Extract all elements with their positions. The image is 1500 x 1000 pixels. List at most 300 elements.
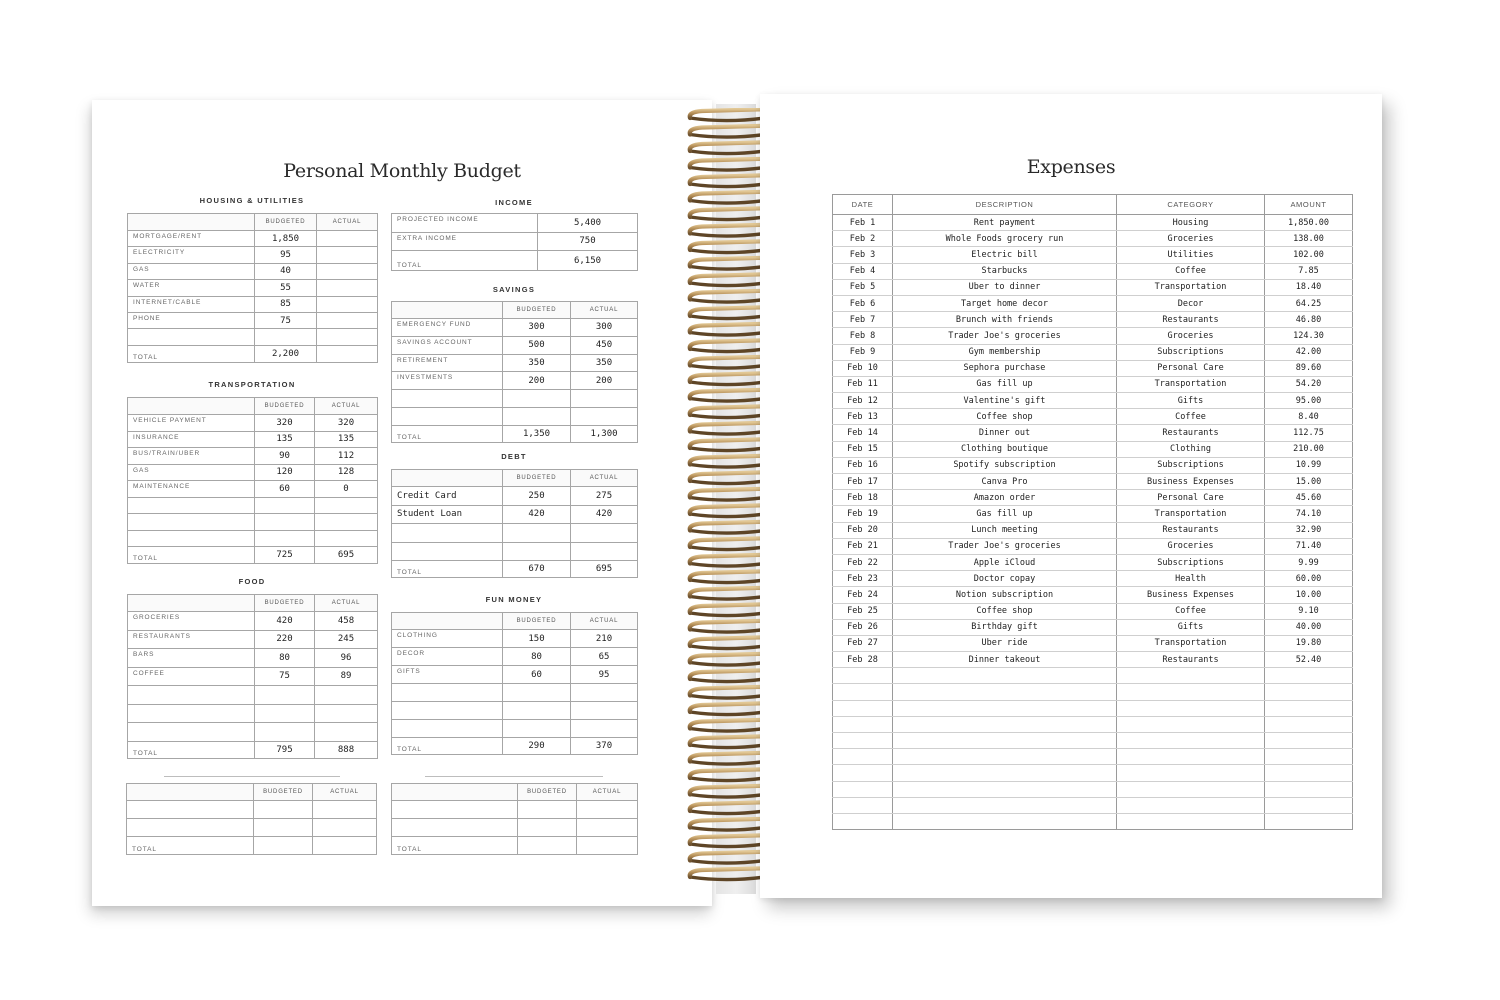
row-actual [317, 263, 378, 279]
header-blank [128, 595, 255, 612]
table-row [128, 497, 378, 514]
row-budgeted [255, 530, 315, 547]
row-actual: 112 [315, 448, 378, 465]
table-row [392, 214, 638, 233]
table-row [128, 686, 378, 705]
expense-date: Feb 21 [833, 538, 893, 554]
row-label: GIFTS [392, 666, 503, 684]
expense-date [833, 813, 893, 829]
total-value: 6,150 [538, 251, 638, 271]
expense-category [1117, 813, 1265, 829]
expense-date [833, 749, 893, 765]
expense-description: Sephora purchase [893, 360, 1117, 376]
row-label: GAS [128, 464, 255, 481]
row-budgeted: 80 [503, 648, 571, 666]
row-label: WATER [128, 280, 255, 296]
row-actual: 300 [571, 319, 638, 337]
fun-money-title: FUN MONEY [485, 595, 543, 604]
expense-amount: 40.00 [1265, 619, 1353, 635]
expense-category: Housing [1117, 215, 1265, 231]
table-row [392, 505, 638, 524]
expense-category: Business Expenses [1117, 474, 1265, 490]
total-label: TOTAL [392, 738, 503, 755]
row-label: ELECTRICITY [128, 247, 255, 263]
table-row [833, 571, 1353, 587]
expense-amount: 18.40 [1265, 279, 1353, 295]
expense-amount: 71.40 [1265, 538, 1353, 554]
expense-category: Subscriptions [1117, 457, 1265, 473]
expense-amount [1265, 749, 1353, 765]
expense-date: Feb 17 [833, 474, 893, 490]
expense-date: Feb 22 [833, 554, 893, 570]
total-label: TOTAL [392, 425, 503, 442]
expense-description: Dinner takeout [893, 652, 1117, 668]
expense-category: Restaurants [1117, 652, 1265, 668]
row-actual [317, 247, 378, 263]
expense-category: Transportation [1117, 635, 1265, 651]
row-label [128, 497, 255, 514]
row-actual: 245 [315, 630, 378, 649]
expense-date [833, 781, 893, 797]
expense-date [833, 765, 893, 781]
row-budgeted: 75 [255, 667, 315, 686]
row-label: MORTGAGE/RENT [128, 231, 255, 247]
row-actual: 320 [315, 415, 378, 432]
expense-date: Feb 25 [833, 603, 893, 619]
row-actual: 350 [571, 354, 638, 372]
debt-table [391, 469, 638, 578]
table-row [392, 542, 638, 561]
expense-category: Health [1117, 571, 1265, 587]
header-actual: ACTUAL [313, 784, 377, 801]
table-row [392, 702, 638, 720]
header-budgeted: BUDGETED [254, 784, 313, 801]
expense-date: Feb 16 [833, 457, 893, 473]
blank-cell [577, 801, 638, 819]
expense-date [833, 733, 893, 749]
table-row [833, 328, 1353, 344]
expense-date: Feb 7 [833, 312, 893, 328]
expense-description: Coffee shop [893, 409, 1117, 425]
row-budgeted: 135 [255, 431, 315, 448]
table-row [128, 431, 378, 448]
table-row [128, 612, 378, 631]
expense-category: Groceries [1117, 328, 1265, 344]
expense-category: Coffee [1117, 263, 1265, 279]
expense-date: Feb 10 [833, 360, 893, 376]
expense-date: Feb 5 [833, 279, 893, 295]
housing-rows [128, 231, 378, 346]
expense-date [833, 797, 893, 813]
row-label: Credit Card [392, 487, 503, 506]
table-row [833, 295, 1353, 311]
row-actual [571, 542, 638, 561]
row-actual: 96 [315, 649, 378, 668]
header-blank [392, 784, 518, 801]
table-row [833, 231, 1353, 247]
expense-amount [1265, 716, 1353, 732]
header-budgeted: BUDGETED [255, 398, 315, 415]
expense-description: Valentine's gift [893, 393, 1117, 409]
expense-amount: 8.40 [1265, 409, 1353, 425]
expense-description: Birthday gift [893, 619, 1117, 635]
row-actual [571, 684, 638, 702]
expense-category: Restaurants [1117, 522, 1265, 538]
expense-date: Feb 1 [833, 215, 893, 231]
row-actual [317, 231, 378, 247]
row-actual [571, 390, 638, 408]
table-row [128, 329, 378, 345]
header-budgeted: BUDGETED [518, 784, 577, 801]
table-row [833, 376, 1353, 392]
table-row [392, 720, 638, 738]
expense-date [833, 684, 893, 700]
expense-amount: 138.00 [1265, 231, 1353, 247]
expense-date: Feb 11 [833, 376, 893, 392]
expense-description: Spotify subscription [893, 457, 1117, 473]
expense-description [893, 716, 1117, 732]
row-actual: 128 [315, 464, 378, 481]
header-blank [128, 214, 255, 231]
row-actual [315, 530, 378, 547]
expense-amount: 1,850.00 [1265, 215, 1353, 231]
header-actual: ACTUAL [571, 302, 638, 319]
row-label: EMERGENCY FUND [392, 319, 503, 337]
expense-description: Target home decor [893, 295, 1117, 311]
total-budgeted: 290 [503, 738, 571, 755]
row-budgeted: 60 [503, 666, 571, 684]
header-blank [392, 470, 503, 487]
expense-description: Lunch meeting [893, 522, 1117, 538]
expense-amount: 112.75 [1265, 425, 1353, 441]
row-label [128, 530, 255, 547]
expense-category: Groceries [1117, 538, 1265, 554]
table-row [128, 481, 378, 498]
row-budgeted: 300 [503, 319, 571, 337]
row-budgeted [255, 686, 315, 705]
row-budgeted: 85 [255, 296, 317, 312]
expense-date: Feb 4 [833, 263, 893, 279]
header-budgeted: BUDGETED [503, 470, 571, 487]
expense-category: Personal Care [1117, 360, 1265, 376]
expense-category [1117, 700, 1265, 716]
table-row [128, 263, 378, 279]
expense-amount [1265, 765, 1353, 781]
expense-description: Amazon order [893, 490, 1117, 506]
row-budgeted: 200 [503, 372, 571, 390]
expense-date [833, 716, 893, 732]
expense-amount: 60.00 [1265, 571, 1353, 587]
header-date: DATE [833, 195, 893, 215]
row-actual [315, 686, 378, 705]
table-row [833, 538, 1353, 554]
expense-date: Feb 14 [833, 425, 893, 441]
total-budgeted: 795 [255, 741, 315, 758]
row-label: DECOR [392, 648, 503, 666]
table-row [128, 312, 378, 328]
expense-category [1117, 684, 1265, 700]
header-blank [128, 398, 255, 415]
row-budgeted: 320 [255, 415, 315, 432]
table-row [833, 700, 1353, 716]
expense-amount: 89.60 [1265, 360, 1353, 376]
table-row [128, 415, 378, 432]
transportation-table [127, 397, 378, 564]
food-table [127, 594, 378, 759]
row-value: 750 [538, 232, 638, 251]
total-budgeted: 670 [503, 561, 571, 578]
expense-description: Gym membership [893, 344, 1117, 360]
row-actual [317, 329, 378, 345]
row-label: GAS [128, 263, 255, 279]
expense-category [1117, 749, 1265, 765]
expense-category: Business Expenses [1117, 587, 1265, 603]
row-budgeted [503, 702, 571, 720]
expense-description [893, 700, 1117, 716]
expense-date: Feb 19 [833, 506, 893, 522]
row-actual [315, 514, 378, 531]
header-budgeted: BUDGETED [255, 214, 317, 231]
row-budgeted: 60 [255, 481, 315, 498]
row-label: COFFEE [128, 667, 255, 686]
row-actual [317, 312, 378, 328]
table-row [392, 524, 638, 543]
row-label: GROCERIES [128, 612, 255, 631]
row-budgeted: 80 [255, 649, 315, 668]
row-label [392, 407, 503, 425]
blank-cell [577, 819, 638, 837]
expense-date: Feb 27 [833, 635, 893, 651]
total-actual: 370 [571, 738, 638, 755]
table-row [392, 319, 638, 337]
total-budgeted: 2,200 [255, 345, 317, 362]
expense-amount: 95.00 [1265, 393, 1353, 409]
header-actual: ACTUAL [571, 613, 638, 630]
row-budgeted: 150 [503, 630, 571, 648]
row-label: Student Loan [392, 505, 503, 524]
expense-description: Notion subscription [893, 587, 1117, 603]
blank-cell [392, 801, 518, 819]
row-budgeted [255, 497, 315, 514]
expense-amount: 102.00 [1265, 247, 1353, 263]
table-row [392, 354, 638, 372]
expense-category: Transportation [1117, 376, 1265, 392]
row-label: PHONE [128, 312, 255, 328]
row-label [128, 514, 255, 531]
table-row [833, 263, 1353, 279]
row-budgeted: 75 [255, 312, 317, 328]
expense-category: Transportation [1117, 279, 1265, 295]
row-budgeted: 250 [503, 487, 571, 506]
expense-description [893, 684, 1117, 700]
expense-category: Subscriptions [1117, 344, 1265, 360]
row-budgeted [503, 720, 571, 738]
separator-line [164, 776, 340, 777]
expense-category: Gifts [1117, 393, 1265, 409]
table-row [833, 490, 1353, 506]
expense-category: Clothing [1117, 441, 1265, 457]
table-row [392, 684, 638, 702]
row-actual: 95 [571, 666, 638, 684]
expense-amount [1265, 668, 1353, 684]
expense-date: Feb 13 [833, 409, 893, 425]
total-budgeted: 1,350 [503, 425, 571, 442]
expense-date: Feb 26 [833, 619, 893, 635]
food-rows [128, 612, 378, 742]
table-row [128, 231, 378, 247]
expense-amount: 74.10 [1265, 506, 1353, 522]
table-row [392, 232, 638, 251]
table-row [833, 344, 1353, 360]
blank-cell [127, 819, 254, 837]
total-label: TOTAL [128, 345, 255, 362]
row-budgeted [503, 542, 571, 561]
table-row [833, 457, 1353, 473]
row-label [392, 390, 503, 408]
row-budgeted [503, 390, 571, 408]
row-label: EXTRA INCOME [392, 232, 538, 251]
row-actual: 65 [571, 648, 638, 666]
row-label: RESTAURANTS [128, 630, 255, 649]
row-budgeted: 500 [503, 336, 571, 354]
blank-table-right [391, 783, 638, 855]
table-row [392, 487, 638, 506]
row-label: BARS [128, 649, 255, 668]
expense-description [893, 668, 1117, 684]
table-row [833, 781, 1353, 797]
row-label: SAVINGS ACCOUNT [392, 336, 503, 354]
header-blank [392, 613, 503, 630]
total-actual: 1,300 [571, 425, 638, 442]
table-row [128, 704, 378, 723]
table-row [833, 619, 1353, 635]
expense-amount: 210.00 [1265, 441, 1353, 457]
expenses-page [760, 94, 1382, 898]
total-label: TOTAL [392, 561, 503, 578]
row-actual [315, 497, 378, 514]
table-row [392, 407, 638, 425]
expense-amount: 10.99 [1265, 457, 1353, 473]
expense-category [1117, 716, 1265, 732]
blank-cell [254, 819, 313, 837]
row-label [392, 524, 503, 543]
row-label: VEHICLE PAYMENT [128, 415, 255, 432]
income-table [391, 213, 638, 271]
table-row [833, 360, 1353, 376]
total-label: TOTAL [127, 837, 254, 855]
expense-date: Feb 8 [833, 328, 893, 344]
income-rows [392, 214, 638, 251]
expense-description: Uber to dinner [893, 279, 1117, 295]
header-actual: ACTUAL [315, 595, 378, 612]
total-budgeted: 725 [255, 547, 315, 564]
expense-category [1117, 797, 1265, 813]
expense-amount: 54.20 [1265, 376, 1353, 392]
row-budgeted [503, 407, 571, 425]
row-budgeted: 55 [255, 280, 317, 296]
row-label: INVESTMENTS [392, 372, 503, 390]
total-label: TOTAL [392, 251, 538, 271]
expense-description: Rent payment [893, 215, 1117, 231]
table-row [392, 666, 638, 684]
row-actual [317, 280, 378, 296]
separator-line [425, 776, 603, 777]
expense-date: Feb 9 [833, 344, 893, 360]
row-budgeted [255, 704, 315, 723]
expense-description: Clothing boutique [893, 441, 1117, 457]
savings-rows [392, 319, 638, 426]
table-row [833, 813, 1353, 829]
table-row [128, 464, 378, 481]
expense-description [893, 797, 1117, 813]
expense-amount: 9.10 [1265, 603, 1353, 619]
expense-amount: 19.80 [1265, 635, 1353, 651]
expense-amount: 52.40 [1265, 652, 1353, 668]
row-actual: 450 [571, 336, 638, 354]
expense-category: Transportation [1117, 506, 1265, 522]
expense-description [893, 813, 1117, 829]
row-budgeted [255, 514, 315, 531]
row-budgeted: 420 [503, 505, 571, 524]
expense-category: Decor [1117, 295, 1265, 311]
header-budgeted: BUDGETED [255, 595, 315, 612]
row-actual [315, 723, 378, 742]
table-row [833, 684, 1353, 700]
row-budgeted: 420 [255, 612, 315, 631]
row-actual: 210 [571, 630, 638, 648]
row-budgeted [503, 524, 571, 543]
expense-description [893, 781, 1117, 797]
expense-amount: 46.80 [1265, 312, 1353, 328]
table-row [128, 247, 378, 263]
expense-description [893, 765, 1117, 781]
debt-title: DEBT [501, 452, 527, 461]
table-row [833, 749, 1353, 765]
expense-date: Feb 23 [833, 571, 893, 587]
row-actual [571, 702, 638, 720]
row-actual: 0 [315, 481, 378, 498]
transportation-rows [128, 415, 378, 547]
expense-amount [1265, 733, 1353, 749]
expense-description: Trader Joe's groceries [893, 328, 1117, 344]
table-row [128, 280, 378, 296]
expense-amount: 45.60 [1265, 490, 1353, 506]
expense-category: Restaurants [1117, 312, 1265, 328]
table-row [833, 603, 1353, 619]
header-actual: ACTUAL [315, 398, 378, 415]
header-actual: ACTUAL [577, 784, 638, 801]
expense-description: Starbucks [893, 263, 1117, 279]
row-label [128, 686, 255, 705]
fun-money-rows [392, 630, 638, 738]
expense-date: Feb 24 [833, 587, 893, 603]
expense-description [893, 733, 1117, 749]
total-actual: 695 [315, 547, 378, 564]
blank-cell [518, 837, 577, 855]
transportation-title: TRANSPORTATION [208, 380, 296, 389]
table-row [833, 797, 1353, 813]
expense-description: Whole Foods grocery run [893, 231, 1117, 247]
row-budgeted: 220 [255, 630, 315, 649]
row-actual: 458 [315, 612, 378, 631]
expense-amount: 124.30 [1265, 328, 1353, 344]
row-budgeted: 40 [255, 263, 317, 279]
total-label: TOTAL [128, 741, 255, 758]
table-row [833, 247, 1353, 263]
page-title: Expenses [1026, 156, 1116, 178]
row-budgeted [255, 723, 315, 742]
blank-cell [313, 801, 377, 819]
